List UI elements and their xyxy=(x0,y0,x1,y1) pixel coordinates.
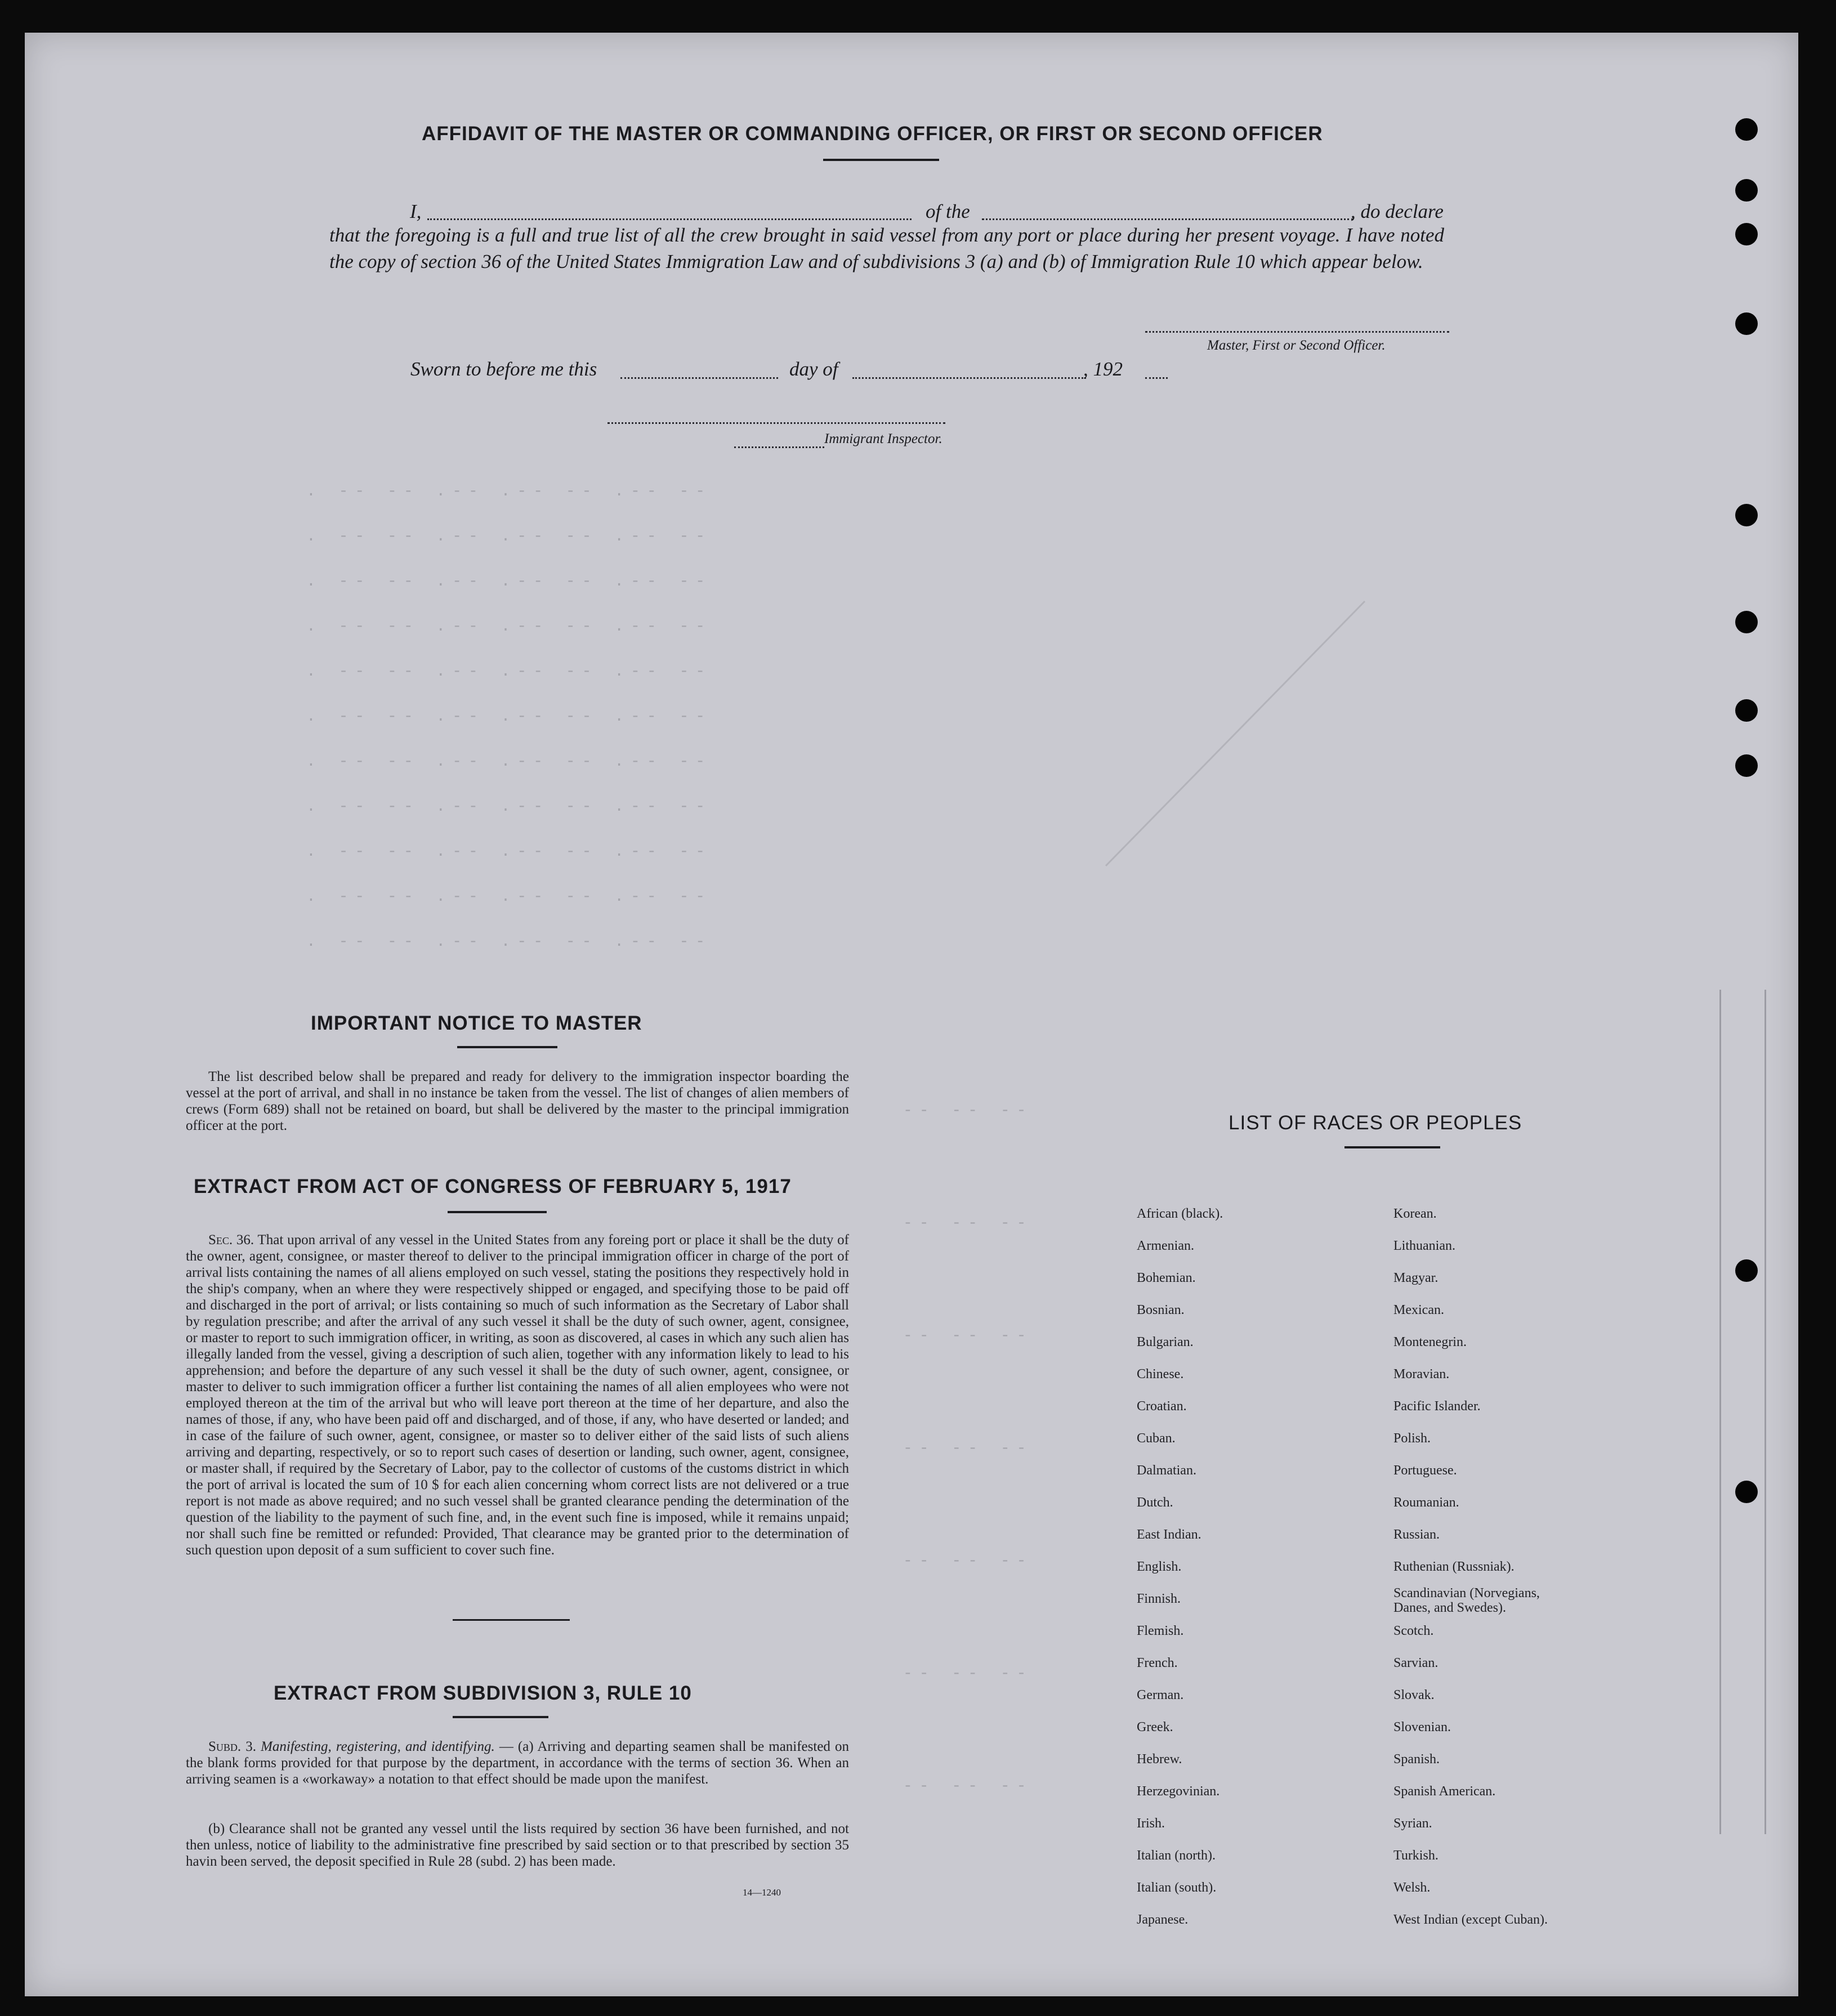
race-item: West Indian (except Cuban). xyxy=(1393,1912,1548,1927)
race-item: Portuguese. xyxy=(1393,1463,1457,1478)
race-item: Slovak. xyxy=(1393,1688,1435,1702)
inspector-signature-line xyxy=(607,422,945,424)
race-item: Chinese. xyxy=(1137,1367,1184,1382)
rule-heading: EXTRACT FROM SUBDIVISION 3, RULE 10 xyxy=(274,1682,692,1704)
act-underline xyxy=(448,1211,547,1213)
punch-hole-icon xyxy=(1735,1259,1758,1282)
race-item: Spanish. xyxy=(1393,1752,1440,1767)
race-item: Turkish. xyxy=(1393,1848,1439,1863)
rule-text-b: (b) Clearance shall not be granted any vessel until the lists required by section 36 have been furnished, and not then unless, notice of liability to the administrative fine prescribed by said section or to that prescribed by section 35 havin been served, the deposit specified in Rule 28 (subd. 2) has been made. xyxy=(186,1821,849,1869)
inspector-lead-dots xyxy=(734,446,824,448)
race-item: Roumanian. xyxy=(1393,1495,1459,1510)
race-item: Dalmatian. xyxy=(1137,1463,1196,1478)
vessel-name-field xyxy=(982,218,1353,220)
race-item: Irish. xyxy=(1137,1816,1165,1831)
crease-mark xyxy=(1095,596,1376,877)
year-label: , 192 xyxy=(1083,358,1123,380)
race-item: Lithuanian. xyxy=(1393,1239,1455,1253)
rule-subd-body-a: — (a) Arriving and departing seamen shall be manifested on the blank forms provided for that purpose by the department, in accordance with the terms of section 36. When an arriving seamen is a «workaway» a notation to that effect should be made upon the manifest. xyxy=(186,1739,850,1787)
form-number: 14—1240 xyxy=(743,1887,781,1898)
race-item: Bosnian. xyxy=(1137,1303,1185,1317)
notice-text: The list described below shall be prepared and ready for delivery to the immigration inspector boarding the vessel at the port of arrival, and shall in no instance be taken from the vessel. The list of changes of alien members of crews (Form 689) shall not be retained on board, but shall be delivered by the master to the principal immigration officer at the port. xyxy=(186,1069,849,1133)
notice-heading: IMPORTANT NOTICE TO MASTER xyxy=(311,1012,642,1034)
punch-hole-icon xyxy=(1735,504,1758,526)
race-item: Montenegrin. xyxy=(1393,1335,1467,1349)
race-item: Greek. xyxy=(1137,1720,1173,1735)
race-item: Ruthenian (Russniak). xyxy=(1393,1559,1515,1574)
notice-underline xyxy=(457,1046,557,1048)
race-item: Korean. xyxy=(1393,1206,1437,1221)
master-name-field xyxy=(427,218,912,220)
race-item: Japanese. xyxy=(1137,1912,1189,1927)
document-sheet: . -- -- .-- .-- -- .-- -- . -- -- .-- .-- -- .-- -- . -- -- .-- .-- -- .-- -- . -- -- .-- .-- -- .-- -- . -- -- .-- .-- -- .-- -- . -- -- .-- .-- -- .-- -- . -- -- .-- .-- -- .-- -- . -- -- .-- .-- -- .-- -- . -- -- .-- .-- -- .-- -- . -- -- .-- .-- -- .-- -- . -- -- .-- .-- -- .-- -- -- -- -- -- -- -- -- -- -- -- -- -- -- -- -- -- -- -- -- -- -- AFFIDAVIT OF THE MASTER OR COMMANDING OFFICER, OR FIRST OR SECOND OFFICER I, of the , do declare that the foregoing is a full and true list of all the crew brought in said vessel from any port or place during her present voyage. I have noted the copy of section 36 of the United States Immigration Law and of subdivisions 3 (a) and (b) of Immigration Rule 10 which appear below. Master, First or Second Officer. Sworn to before me this day of , 192 Immigrant Inspector. IMPORTANT NOTICE TO MASTER The list described below shall be prepared and ready for delivery to the immigration inspector boarding the vessel at the port of arrival, and shall in no instance be taken from the vessel. The list of changes of alien members of crews (Form 689) shall not be retained on board, but shall be delivered by the master to the principal immigration officer at the port. EXTRACT FROM ACT OF CONGRESS OF FEBRUARY 5, 1917 Sec. 36. That upon arrival of any vessel in the United States from any foreing port or place it shall be the duty of the owner, agent, consignee, or master thereof to deliver to the principal immigration officer in charge of the port of arrival lists containing the names of all aliens employed on such vessel, stating the positions they respectively hold in the ship's company, when an where they were respectively shipped or engaged, and specifying those to be paid off and discharged in the port of arrival; or lists containing so much of such information as the Secretary of Labor shall by regulation prescribe; and after the arrival of any such vessel it shall be the duty of such owner, agent, consignee, or master to report to such immigration officer, in writing, as soon as discovered, al cases in which any such alien has illegally landed from the vessel, giving a description of such alien, together with any information likely to lead to his apprehension; and before the departure of any such vessel it shall be the duty of such owner, agent, consignee, or master to deliver to such immigration officer a further list containing the names of all alien employees who were not employed thereon at the tim of the arrival but who will leave port thereon at the time of her departure, and also the names of those, if any, who have been paid off and discharged, and of those, if any, who have deserted or landed; and in case of the failure of such owner, agent, consignee, or master so to deliver either of the said lists of such aliens arriving and departing, respectively, or so to report such cases of desertion or landing, such owner, agent, consignee, or master shall, if required by the Secretary of Labor, pay to the collector of customs of the customs district in which the port of arrival is located the sum of 10 $ for each alien concerning whom correct lists are not delivered or a true report is not made as above required; and no such vessel shall be granted clearance pending the determination of the question of the liability to the payment of such fine, and, in the event such fine is imposed, while it remains unpaid; nor shall such fine be remitted or refunded: Provided, That clearance may be granted prior to the determination of such question upon deposit of a sum sufficient to cover such fine. EXTRACT FROM SUBDIVISION 3, RULE 10 Subd. 3. Manifesting, registering, and identifying. — (a) Arriving and departing seamen shall be manifested on the blank forms provided for that purpose by the department, in accordance with the terms of section 36. When an arriving seamen is a «workaway» a notation to that effect should be made upon the manifest. (b) Clearance shall not be granted any vessel until the lists required by section 36 have been furnished, and not then unless, notice of liability to the administrative fine prescribed by said section or to that prescribed by section 35 havin been served, the deposit specified in Rule 28 (subd. 2) has been made. 14—1240 LIST OF RACES OR PEOPLES African (black). Armenian. Bohemian. Bosnian. Bulgarian. Chinese. Croatian. Cuban. Dalmatian. Dutch. East Indian. English. Finnish. Flemish. French. German. Greek. Hebrew. Herzegovinian. Irish. Italian (north). Italian (south). Japanese. Korean. Lithuanian. Magyar. Mexican. Montenegrin. Moravian. Pacific Islander. Polish. Portuguese. Roumanian. Russian. Ruthenian (Russniak). Scandinavian (Norvegians, Danes, and Swedes). Scotch. Sarvian. Slovak. Slovenian. Spanish. Spanish American. Syrian. Turkish. Welsh. West Indian (except Cuban). xyxy=(25,33,1798,1996)
punch-hole-icon xyxy=(1735,179,1758,202)
signature-label: Master, First or Second Officer. xyxy=(1207,338,1386,353)
sworn-month-field xyxy=(852,377,1086,379)
race-item: Dutch. xyxy=(1137,1495,1173,1510)
inspector-label: Immigrant Inspector. xyxy=(824,431,942,446)
sworn-day-field xyxy=(620,377,778,379)
race-item: Finnish. xyxy=(1137,1592,1181,1606)
race-item: Magyar. xyxy=(1393,1271,1439,1285)
signature-line xyxy=(1145,331,1449,333)
race-item: French. xyxy=(1137,1656,1178,1670)
act-section-body: That upon arrival of any vessel in the United States from any foreing port or place it shall be the duty of the owner, agent, consignee, or master thereof to deliver to the principal immigration officer in charge of the port of arrival lists containing the names of all aliens employed on such vessel, stating the positions they respectively hold in the ship's company, when an where they were respectively shipped or engaged, and specifying those to be paid off and discharged in the port of arrival; or lists containing so much of such information as the Secretary of Labor shall by regulation prescribe; and after the arrival of any such vessel it shall be the duty of such owner, agent, consignee, or master to report to such immigration officer, in writing, as soon as discovered, al cases in which any such alien has illegally landed from the vessel, giving a description of such alien, together with any information likely to lead to his apprehension; and before the departure of any such vessel it shall be the duty of such owner, agent, consignee, or master to deliver to such immigration officer a further list containing the names of all alien employees who were not employed thereon at the tim of the arrival but who will leave port thereon at the time of her departure, and also the names of those, if any, who have been paid off and discharged, and of those, if any, who have deserted or landed; and in case of the failure of such owner, agent, consignee, or master so to deliver either of the said lists of such aliens arriving and departing, respectively, or so to report such cases of desertion or landing, such owner, agent, consignee, or master shall, if required by the Secretary of Labor, pay to the collector of customs of the customs district in which the port of arrival is located the sum of 10 $ for each alien concerning whom correct lists are not delivered or a true report is not made as above required; and no such vessel shall be granted clearance pending the determination of the question of the liability to the payment of such fine, and, in the event such fine is imposed, while it remains unpaid; nor shall such fine be remitted or refunded: Provided, That clearance may be granted prior to the determination of such question upon deposit of a sum sufficient to cover such fine. xyxy=(186,1232,849,1558)
punch-hole-icon xyxy=(1735,611,1758,633)
race-item: Herzegovinian. xyxy=(1137,1784,1220,1799)
affidavit-declare: , do declare xyxy=(1351,200,1444,222)
race-item: Hebrew. xyxy=(1137,1752,1182,1767)
sworn-label: Sworn to before me this xyxy=(410,358,597,380)
race-item: Mexican. xyxy=(1393,1303,1444,1317)
punch-hole-icon xyxy=(1735,118,1758,141)
act-text xyxy=(186,1232,849,1558)
act-section-label: Sec. 36. xyxy=(208,1232,254,1248)
race-item: Bulgarian. xyxy=(1137,1335,1194,1349)
race-item: German. xyxy=(1137,1688,1184,1702)
rule-subd-title: Manifesting, registering, and identifying. xyxy=(261,1739,495,1754)
affidavit-i: I, xyxy=(410,200,422,222)
year-field xyxy=(1145,377,1168,379)
race-item: Bohemian. xyxy=(1137,1271,1196,1285)
race-item: Polish. xyxy=(1393,1431,1431,1446)
title-underline xyxy=(823,159,939,161)
affidavit-title: AFFIDAVIT OF THE MASTER OR COMMANDING OFFICER, OR FIRST OR SECOND OFFICER xyxy=(422,123,1323,145)
affidavit-of-the: of the xyxy=(926,200,970,222)
punch-hole-icon xyxy=(1735,312,1758,335)
race-item: Slovenian. xyxy=(1393,1720,1451,1735)
race-item: Sarvian. xyxy=(1393,1656,1439,1670)
race-item: Armenian. xyxy=(1137,1239,1194,1253)
race-item: East Indian. xyxy=(1137,1527,1201,1542)
race-item: Russian. xyxy=(1393,1527,1440,1542)
rule-underline xyxy=(453,1716,548,1718)
race-item: African (black). xyxy=(1137,1206,1223,1221)
race-item: Welsh. xyxy=(1393,1880,1431,1895)
act-heading: EXTRACT FROM ACT OF CONGRESS OF FEBRUARY 5, 1917 xyxy=(194,1175,792,1197)
race-item: Croatian. xyxy=(1137,1399,1187,1414)
race-item: Pacific Islander. xyxy=(1393,1399,1481,1414)
race-item: Scotch. xyxy=(1393,1624,1434,1638)
rule-subd-label: Subd. 3. xyxy=(208,1739,256,1754)
affidavit-body: that the foregoing is a full and true list of all the crew brought in said vessel from any port or place during her present voyage. I have noted the copy of section 36 of the United States Immigration Law and of subdivisions 3 (a) and (b) of Immigration Rule 10 which appear below. xyxy=(329,224,1444,272)
punch-hole-icon xyxy=(1735,1481,1758,1503)
day-of-label: day of xyxy=(789,358,838,380)
race-item: Syrian. xyxy=(1393,1816,1432,1831)
rule-text-a xyxy=(186,1738,849,1787)
act-end-rule xyxy=(453,1619,570,1621)
races-heading: LIST OF RACES OR PEOPLES xyxy=(1229,1112,1522,1134)
races-underline xyxy=(1344,1146,1440,1148)
punch-hole-icon xyxy=(1735,754,1758,777)
punch-hole-icon xyxy=(1735,223,1758,245)
race-item: Italian (south). xyxy=(1137,1880,1217,1895)
race-item: Moravian. xyxy=(1393,1367,1450,1382)
race-item: Scandinavian (Norvegians, Danes, and Swedes). xyxy=(1393,1586,1540,1615)
race-item: Cuban. xyxy=(1137,1431,1176,1446)
race-item: Spanish American. xyxy=(1393,1784,1496,1799)
race-item: English. xyxy=(1137,1559,1182,1574)
race-item: Italian (north). xyxy=(1137,1848,1216,1863)
race-item: Flemish. xyxy=(1137,1624,1184,1638)
punch-hole-icon xyxy=(1735,699,1758,722)
